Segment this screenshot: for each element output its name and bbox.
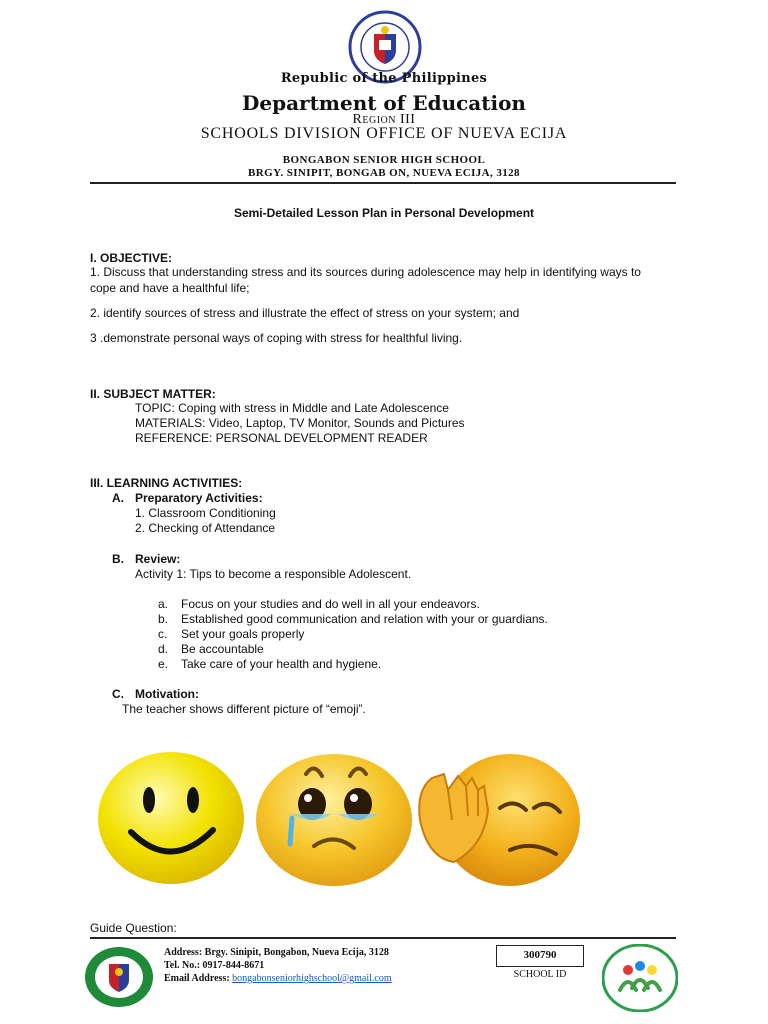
school-logo-icon (84, 946, 154, 1008)
subject-matter-heading: II. SUBJECT MATTER: (90, 387, 216, 401)
emoji-facepalm (414, 750, 582, 888)
guide-question: Guide Question: (90, 921, 177, 935)
review-letter-b: b. (158, 612, 169, 626)
review-item-a: Focus on your studies and do well in all your endeavors. (181, 597, 480, 611)
review-activity: Activity 1: Tips to become a responsible Adolescent. (135, 567, 412, 581)
school-logo (84, 946, 154, 1008)
section-c-label: C. (112, 687, 124, 701)
tel-label: Tel. No.: (164, 960, 201, 971)
section-a-title: Preparatory Activities: (135, 491, 263, 505)
school-id-label: SCHOOL ID (513, 969, 567, 980)
objective-item-2: 2. identify sources of stress and illustrate the effect of stress on your system; and (90, 306, 520, 320)
footer-tel (164, 959, 264, 972)
subject-topic: TOPIC: Coping with stress in Middle and Late Adolescence (135, 401, 449, 415)
lesson-plan-title: Semi-Detailed Lesson Plan in Personal Development (233, 206, 535, 220)
motivation-text: The teacher shows different picture of “emoji”. (122, 702, 366, 716)
learning-activities-heading: III. LEARNING ACTIVITIES: (90, 476, 243, 490)
address-value: Brgy. Sinipit, Bongabon, Nueva Ecija, 3128 (204, 947, 389, 958)
address-label: Address: (164, 947, 203, 958)
school-id-box (496, 945, 584, 967)
subject-reference: REFERENCE: PERSONAL DEVELOPMENT READER (135, 431, 428, 445)
subject-materials: MATERIALS: Video, Laptop, TV Monitor, Sounds and Pictures (135, 416, 465, 430)
section-b-label: B. (112, 552, 124, 566)
section-a-label: A. (112, 491, 124, 505)
review-letter-a: a. (158, 597, 169, 611)
header-divider (90, 182, 676, 184)
emoji-smiley (96, 750, 246, 886)
division-line: SCHOOLS DIVISION OFFICE OF NUEVA ECIJA (200, 125, 568, 142)
emoji-crying (254, 752, 414, 888)
facepalm-face-icon (414, 750, 582, 888)
objective-heading: I. OBJECTIVE: (90, 251, 173, 265)
section-b-title: Review: (135, 552, 181, 566)
footer-address (164, 946, 389, 959)
footer-divider (90, 937, 676, 939)
school-id-value: 300790 (523, 949, 557, 961)
prep-item-2: 2. Checking of Attendance (135, 521, 276, 535)
review-item-d: Be accountable (181, 642, 264, 656)
child-friendly-logo (602, 944, 678, 1012)
smiley-face-icon (96, 750, 246, 886)
review-letter-c: c. (158, 627, 168, 641)
footer-email (164, 972, 392, 985)
school-address: BRGY. SINIPIT, BONGAB ON, NUEVA ECIJA, 3128 (248, 167, 520, 179)
email-link[interactable]: bongabonseniorhighschool@gmail.com (232, 973, 392, 984)
objective-item-1-cont: cope and have a healthful life; (90, 281, 250, 295)
objective-item-3: 3 .demonstrate personal ways of coping with stress for healthful living. (90, 331, 463, 345)
republic-line: Republic of the Philippines (280, 71, 488, 86)
tel-value: 0917-844-8671 (202, 960, 265, 971)
child-friendly-logo-icon (602, 944, 678, 1012)
review-letter-d: d. (158, 642, 169, 656)
objective-item-1: 1. Discuss that understanding stress and its sources during adolescence may help in identifying ways to (90, 265, 641, 279)
crying-face-icon (254, 752, 414, 888)
review-item-c: Set your goals properly (181, 627, 305, 641)
region-line: Region III (352, 112, 416, 127)
review-letter-e: e. (158, 657, 169, 671)
prep-item-1: 1. Classroom Conditioning (135, 506, 276, 520)
section-c-title: Motivation: (135, 687, 199, 701)
department-title: Department of Education (242, 91, 526, 115)
review-item-e: Take care of your health and hygiene. (181, 657, 382, 671)
review-item-b: Established good communication and relation with your or guardians. (181, 612, 548, 626)
email-label: Email Address: (164, 973, 230, 984)
school-name: BONGABON SENIOR HIGH SCHOOL (282, 154, 486, 166)
